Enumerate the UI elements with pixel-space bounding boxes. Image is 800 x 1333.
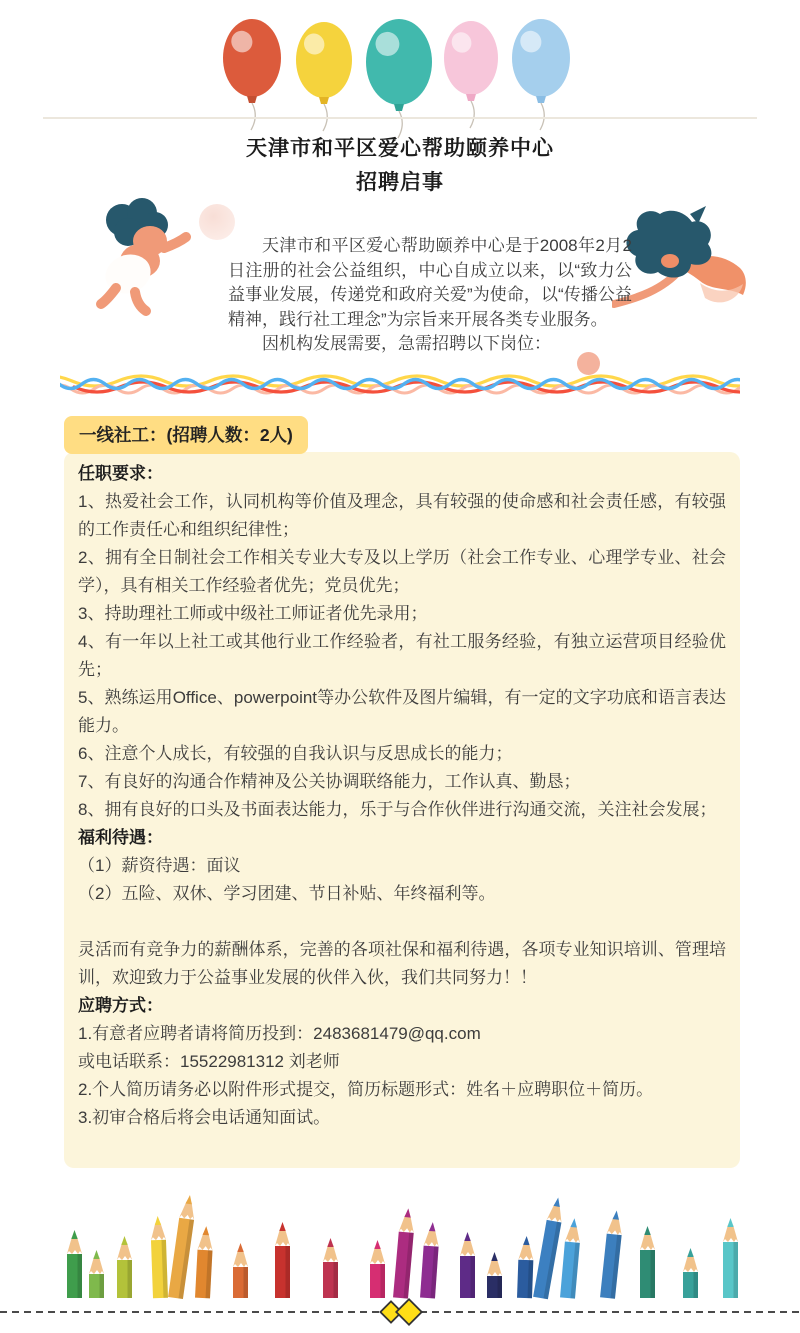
- requirement-item: 7、有良好的沟通合作精神及公关协调联络能力，工作认真、勤恳；: [78, 772, 581, 791]
- requirement-item: 1、热爱社会工作，认同机构等价值及理念，具有较强的使命感和社会责任感，有较强的工作责任心和组织纪律性；: [78, 492, 726, 539]
- requirement-item: 2、拥有全日制社会工作相关专业大专及以上学历（社会工作专业、心理学专业、社会学），具有相关工作经验者优先；党员优先；: [78, 548, 726, 595]
- top-divider-line: [43, 117, 757, 119]
- job-title-tab: 一线社工：(招聘人数：2人): [64, 416, 308, 454]
- apply-heading: 应聘方式：: [78, 996, 163, 1015]
- intro-text: [228, 234, 632, 357]
- benefits-heading: 福利待遇：: [78, 828, 163, 847]
- requirement-item: 4、有一年以上社工或其他行业工作经验者，有社工服务经验，有独立运营项目经验优先；: [78, 632, 726, 679]
- requirements-heading: 任职要求：: [78, 464, 163, 483]
- intro-paragraph: 天津市和平区爱心帮助颐养中心是于2008年2月2日注册的社会公益组织，中心自成立以来，以“致力公益事业发展，传递党和政府关爱”为使命，以“传播公益精神，践行社工理念”为宗旨来开展各类专业服务。: [228, 236, 632, 329]
- apply-step: 2.个人简历请务必以附件形式提交，简历标题形式：姓名＋应聘职位＋简历。: [78, 1080, 654, 1099]
- apply-step: 3.初审合格后将会电话通知面试。: [78, 1108, 331, 1127]
- pencils-illustration: [55, 1188, 745, 1300]
- intro-paragraph: 因机构发展需要，急需招聘以下岗位：: [262, 334, 551, 353]
- apply-step: 或电话联系：15522981312 刘老师: [78, 1052, 340, 1071]
- diver-illustration: [612, 206, 748, 328]
- requirement-item: 6、注意个人成长，有较强的自我认识与反思成长的能力；: [78, 744, 513, 763]
- page-title: 天津市和平区爱心帮助颐养中心: [246, 137, 554, 160]
- benefit-item: （2）五险、双休、学习团建、节日补贴、年终福利等。: [78, 884, 496, 903]
- benefit-item: （1）薪资待遇：面议: [78, 856, 241, 875]
- diamond-decoration: [380, 1299, 421, 1324]
- apply-step: 1.有意者应聘者请将简历投到：2483681479@qq.com: [78, 1024, 481, 1043]
- dashed-footer-line: [0, 1294, 800, 1333]
- pitch-text: 灵活而有竞争力的薪酬体系，完善的各项社保和福利待遇，各项专业知识培训、管理培训，欢迎致力于公益事业发展的伙伴入伙，我们共同努力！！: [78, 940, 726, 987]
- requirement-item: 8、拥有良好的口头及书面表达能力，乐于与合作伙伴进行沟通交流，关注社会发展；: [78, 800, 717, 819]
- requirement-item: 5、熟练运用Office、powerpoint等办公软件及图片编辑，有一定的文字功底和语言表达能力。: [78, 688, 726, 735]
- balloons-illustration: [220, 6, 580, 146]
- wavy-divider: [60, 372, 740, 398]
- requirement-item: 3、持助理社工师或中级社工师证者优先录用；: [78, 604, 428, 623]
- job-details-box: [64, 452, 740, 1168]
- blank-line: [78, 908, 726, 936]
- baby-illustration: [78, 198, 198, 343]
- page-subtitle: 招聘启事: [356, 171, 444, 194]
